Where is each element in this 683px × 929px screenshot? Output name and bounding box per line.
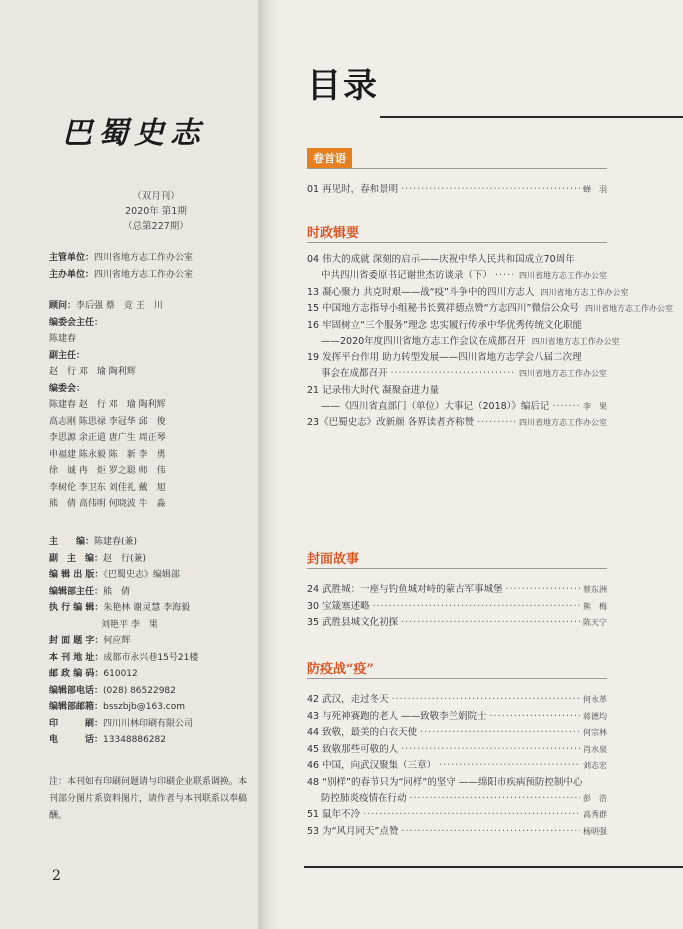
leader-dots	[363, 809, 580, 825]
phone: 13348886282	[103, 735, 167, 745]
issue-frequency: （双月刊）	[132, 191, 180, 202]
toc-entry-title: 46 中国，向武汉聚集（三章）	[307, 760, 437, 771]
toc-entry-title: 21 记录伟大时代 凝聚奋进力量	[307, 384, 440, 396]
tel: (028) 86522982	[103, 685, 176, 696]
toc-entry[interactable]	[307, 760, 607, 776]
toc-entry-author: 四川省地方志工作办公室	[519, 369, 607, 378]
section-heading: 封面故事	[307, 552, 360, 567]
toc-entry-author: 陈天宁	[583, 618, 607, 627]
sponsor: 四川省地方志工作办公室	[94, 253, 194, 263]
print-label: 印 刷：	[49, 718, 104, 729]
magazine-logo: 巴蜀史志	[62, 116, 206, 151]
members-label: 编委会：	[49, 383, 86, 394]
toc-entry-author: 何宗林	[583, 728, 607, 737]
toc-entry-title: 44 致敬，最美的白衣天使	[307, 727, 418, 738]
vice: 赵 行 邓 瑜 陶利辉	[49, 367, 136, 377]
vice-label: 副主任：	[49, 350, 86, 361]
masthead-block-2	[49, 298, 166, 513]
toc-entry-author: 杨明强	[583, 826, 607, 836]
toc-entry-title: 19 发挥平台作用 助力转型发展——四川省地方志学会八届二次理	[307, 352, 582, 363]
host: 四川省地方志工作办公室	[94, 269, 194, 280]
dir-label: 编辑部主任：	[49, 586, 104, 597]
issue-year: 2020年 第1期	[125, 206, 187, 217]
toc-entry-title: 51 鼠年不冷	[307, 809, 361, 820]
pub-label: 编 辑 出 版：	[49, 570, 104, 580]
exec-label: 执 行 编 辑：	[49, 603, 104, 613]
toc-entry-title: 24 武胜城：一座与钓鱼城对峙的蒙古军事城堡	[307, 584, 503, 595]
leader-dots	[391, 368, 516, 384]
toc-entry[interactable]	[307, 319, 620, 352]
page-number: 2	[52, 868, 61, 884]
members-5: 徐 诚 冉 炬 罗之聪 师 伟	[49, 466, 166, 476]
toc-entry-title: 23《巴蜀史志》改新颜 各界读者齐称赞	[307, 417, 475, 428]
leader-dots	[401, 617, 580, 633]
members-3: 李思源 余正道 唐广生 周正琴	[49, 433, 166, 443]
mail-label: 编辑部邮箱：	[49, 702, 104, 712]
host-label: 主办单位：	[49, 269, 95, 280]
leader-dots	[420, 727, 580, 743]
members-6: 李树伦 李卫东 刘佳礼 戴 旭	[49, 482, 166, 493]
phone-label: 电 话：	[49, 735, 104, 745]
toc-entry-author: 彭 浩	[583, 793, 607, 803]
toc-entry-title: 15 中国地方志指导小组秘书长冀祥德点赞“方志四川”微信公众号	[307, 303, 579, 314]
toc-entry-author: 四川省地方志工作办公室	[519, 418, 607, 427]
toc-entry-title: 30 宝箴塞述略	[307, 600, 370, 612]
toc-entry-title: 43 与死神赛跑的老人 ——致敬李兰娟院士	[307, 710, 487, 722]
toc-entry[interactable]	[307, 809, 607, 825]
leader-dots	[401, 826, 580, 842]
toc-entry-author: 四川省地方志工作办公室	[540, 287, 629, 297]
toc-entry[interactable]	[307, 286, 629, 303]
addr: 成都市永兴巷15号21楼	[103, 652, 199, 663]
leader-dots	[495, 270, 516, 286]
leader-dots	[392, 694, 580, 710]
print: 四川川林印刷有限公司	[103, 718, 194, 729]
advisor-label: 顾问：	[49, 301, 77, 311]
toc-title: 目录	[307, 66, 379, 106]
dir: 熊 倩	[103, 586, 131, 597]
chief-label: 主 编：	[49, 537, 95, 547]
members-7: 熊 倩 高伟明 何晓波 牛 淼	[49, 499, 166, 509]
leader-dots	[373, 601, 580, 617]
committee-head-label: 编委会主任：	[49, 317, 104, 328]
toc-entry-title: 45 致敬那些可敬的人	[307, 743, 399, 755]
toc-entry-author: 四川省地方志工作办公室	[531, 336, 620, 346]
toc-entry[interactable]	[307, 184, 607, 200]
leader-dots	[401, 744, 580, 760]
issue-total: （总第227期）	[123, 221, 189, 232]
section-heading: 防疫战“疫”	[307, 662, 374, 677]
deputy: 赵 行(兼)	[103, 553, 147, 564]
toc-entry[interactable]	[307, 254, 607, 286]
toc-entry-author: 李 果	[583, 401, 607, 411]
toc-entry-title: 42 武汉，走过冬天	[307, 694, 389, 705]
toc-entry[interactable]	[307, 744, 607, 760]
members-1: 陈建春 赵 行 邓 瑜 陶利辉	[49, 400, 166, 410]
toc-entry-author: 何永革	[583, 695, 607, 704]
section-heading: 时政辑要	[307, 226, 360, 241]
advisor: 李后强 蔡 竞 王 川	[76, 301, 163, 311]
mail: bsszbjb@163.com	[103, 702, 186, 712]
section-rule	[307, 568, 607, 569]
toc-entry-author: 四川省地方志工作办公室	[519, 271, 607, 280]
toc-entry-title: ——2020年度四川省地方志工作会议在成都召开	[321, 335, 526, 347]
leader-dots	[506, 584, 580, 600]
section-rule	[307, 168, 607, 169]
leader-dots	[552, 401, 580, 417]
toc-entry-author: 高秀群	[583, 810, 607, 819]
toc-entry[interactable]	[307, 385, 607, 417]
toc-entry-title: 中共四川省委原书记谢世杰访谈录（下）	[321, 270, 493, 281]
toc-entry-title: 48 “别样”的春节只为“同样”的坚守 ——绵阳市疾病预防控制中心	[307, 776, 583, 788]
toc-entry[interactable]	[307, 303, 673, 319]
toc-entry[interactable]	[307, 601, 607, 617]
toc-entry-author: 四川省地方志工作办公室	[584, 304, 673, 313]
section-rule	[307, 242, 607, 243]
addr-label: 本 刊 地 址：	[49, 652, 104, 663]
committee-head: 陈建春	[49, 334, 77, 344]
exec-1: 朱艳林 谢灵慧 李海毅	[103, 603, 191, 613]
toc-entry-author: 蒋德均	[583, 711, 607, 721]
leader-dots	[401, 184, 580, 200]
exec-2: 刘艳平 李 果	[101, 619, 158, 630]
toc-entry[interactable]	[307, 826, 607, 842]
toc-entry-title: 13 凝心聚力 共克时艰——战“疫”斗争中的四川方志人	[307, 286, 535, 298]
copyright-note: 注：本刊如有印刷问题请与印刷企业联系调换。本刊部分图片系资料图片，请作者与本刊联系以奉稿酬。	[49, 777, 248, 821]
chief: 陈建春(兼)	[94, 537, 138, 547]
toc-entry-title: 01 再见时，春和景明	[307, 184, 399, 195]
toc-entry[interactable]	[307, 694, 607, 710]
tel-label: 编辑部电话：	[49, 685, 104, 696]
toc-entry[interactable]	[307, 617, 607, 633]
section-heading: 卷首语	[307, 148, 352, 168]
toc-entry-title: ——《四川省直部门（单位）大事记（2018）》编后记	[321, 400, 550, 412]
pub: 《巴蜀史志》编辑部	[103, 570, 180, 580]
members-2: 高志刚 陈思禄 李冠华 邱 俊	[49, 416, 166, 427]
toc-entry-author: 刘志宏	[583, 761, 607, 770]
toc-entry-author: 蔡东洲	[583, 585, 607, 594]
toc-entry[interactable]	[307, 777, 607, 809]
title-rule	[380, 116, 683, 118]
members-4: 申福建 陈永毅 陈 新 李 勇	[49, 449, 166, 460]
cover: 何应辉	[103, 636, 131, 646]
toc-entry-author: 熊 梅	[583, 601, 607, 611]
leader-dots	[410, 793, 580, 809]
deputy-label: 副 主 编：	[49, 553, 104, 564]
toc-entry[interactable]	[307, 352, 607, 384]
section-rule	[307, 678, 607, 679]
page-spine	[258, 0, 282, 929]
masthead-block-3	[49, 534, 198, 749]
zip-label: 邮 政 编 码：	[49, 669, 104, 679]
toc-entry-author: 肖水泉	[583, 744, 607, 754]
masthead-block-1	[49, 250, 193, 283]
toc-entry-author: 蝉 羽	[583, 185, 607, 194]
leader-dots	[477, 417, 516, 433]
toc-entry-title: 04 伟大的成就 深刻的启示——庆祝中华人民共和国成立70周年	[307, 254, 575, 265]
leader-dots	[490, 711, 580, 727]
toc-entry-title: 16 牢固树立“三个服务”理念 忠实履行传承中华优秀传统文化职能	[307, 319, 582, 331]
zip: 610012	[103, 669, 138, 679]
toc-entry-title: 53 为“风月同天”点赞	[307, 825, 399, 837]
toc-entry[interactable]	[307, 711, 607, 727]
bottom-rule	[304, 866, 683, 868]
toc-entry[interactable]	[307, 727, 607, 743]
cover-label: 封 面 题 字：	[49, 636, 104, 646]
toc-entry[interactable]	[307, 417, 607, 433]
leader-dots	[439, 760, 580, 776]
toc-entry-title: 防控肺炎疫情在行动	[321, 792, 407, 804]
toc-entry-title: 35 武胜县城文化初探	[307, 617, 399, 628]
toc-entry[interactable]	[307, 584, 607, 600]
toc-entry-title: 事会在成都召开	[321, 368, 388, 379]
sponsor-label: 主管单位：	[49, 253, 95, 263]
